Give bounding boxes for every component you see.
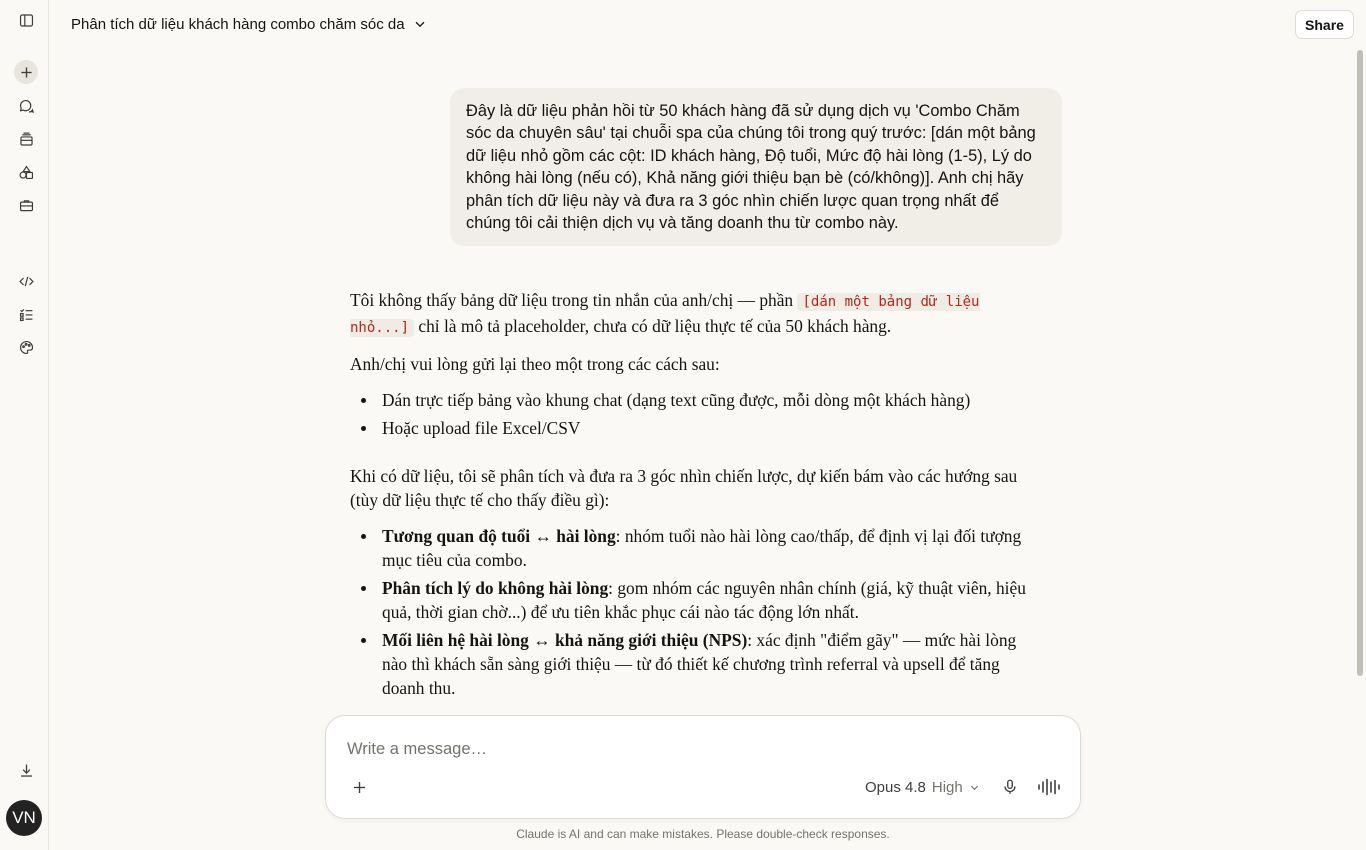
model-selector[interactable] bbox=[865, 776, 980, 798]
microphone-icon bbox=[1001, 778, 1019, 796]
assistant-paragraph bbox=[350, 288, 1030, 340]
list-item bbox=[350, 524, 1030, 572]
download-icon bbox=[18, 762, 35, 779]
briefcase-icon bbox=[18, 197, 35, 214]
code-button[interactable] bbox=[12, 267, 40, 295]
disclaimer: Claude is AI and can make mistakes. Please double-check responses. bbox=[516, 827, 890, 841]
strategies-list bbox=[350, 524, 1030, 700]
new-chat-button[interactable] bbox=[14, 60, 38, 84]
share-button[interactable]: Share bbox=[1295, 10, 1354, 39]
chats-button[interactable] bbox=[12, 92, 40, 120]
text: chỉ là mô tả placeholder, chưa có dữ liệu thực tế của 50 khách hàng. bbox=[414, 316, 892, 336]
sidebar-toggle-button[interactable] bbox=[12, 6, 40, 34]
list-item bbox=[350, 576, 1030, 624]
artifacts-button[interactable] bbox=[12, 158, 40, 186]
strategy-title: Mối liên hệ hài lòng ↔ khả năng giới thiệu (NPS) bbox=[382, 630, 748, 650]
scrollbar-thumb[interactable] bbox=[1357, 50, 1363, 676]
text: Tôi không thấy bảng dữ liệu trong tin nhắn của anh/chị — phần bbox=[350, 290, 798, 310]
projects-button[interactable] bbox=[12, 125, 40, 153]
microphone-button[interactable] bbox=[999, 776, 1021, 798]
tasks-button[interactable] bbox=[12, 300, 40, 328]
chats-icon bbox=[18, 98, 35, 115]
list-item: Hoặc upload file Excel/CSV bbox=[350, 416, 1030, 440]
attach-button[interactable] bbox=[348, 776, 370, 798]
composer bbox=[325, 715, 1081, 819]
briefcase-button[interactable] bbox=[12, 191, 40, 219]
strategy-text: : xác định "điểm gãy" — mức hài lòng nào thì khách sẵn sàng giới thiệu — từ đó thiết kế chương trình referral và upsell để tăng doanh thu. bbox=[382, 630, 1017, 698]
chat-title-button[interactable] bbox=[71, 14, 427, 34]
sidebar bbox=[0, 0, 49, 850]
projects-icon bbox=[18, 131, 35, 148]
code-icon bbox=[18, 273, 35, 290]
strategy-title: Phân tích lý do không hài lòng bbox=[382, 578, 609, 598]
list-item bbox=[350, 628, 1030, 700]
palette-button[interactable] bbox=[12, 333, 40, 361]
assistant-message bbox=[350, 288, 1030, 712]
list-item: Dán trực tiếp bảng vào khung chat (dạng text cũng được, mỗi dòng một khách hàng) bbox=[350, 388, 1030, 412]
voice-mode-button[interactable] bbox=[1036, 776, 1062, 798]
chevron-down-icon bbox=[413, 17, 427, 31]
download-button[interactable] bbox=[12, 756, 40, 784]
strategy-title: Tương quan độ tuổi ↔ hài lòng bbox=[382, 526, 616, 546]
assistant-paragraph: Khi có dữ liệu, tôi sẽ phân tích và đưa ra 3 góc nhìn chiến lược, dự kiến bám vào các hướng sau (tùy dữ liệu thực tế cho thấy điều gì): bbox=[350, 466, 1018, 510]
user-message: Đây là dữ liệu phản hồi từ 50 khách hàng đã sử dụng dịch vụ 'Combo Chăm sóc da chuyên sâu' tại chuỗi spa của chúng tôi trong quý trước: [dán một bảng dữ liệu nhỏ gồm các cột: ID khách hàng, Độ tuổi, Mức độ hài lòng (1-5), Lý do không hài lòng (nếu có), Khả năng giới thiệu bạn bè (có/không)]. Anh chị hãy phân tích dữ liệu này và đưa ra 3 góc nhìn chiến lược quan trọng nhất để chúng tôi cải thiện dịch vụ và tăng doanh thu từ combo này. bbox=[450, 88, 1062, 246]
plus-icon bbox=[18, 64, 35, 81]
inline-code: [dán một bảng dữ liệu nhỏ...] bbox=[350, 294, 980, 336]
assistant-paragraph: Anh/chị vui lòng gửi lại theo một trong các cách sau: bbox=[350, 354, 720, 374]
sidebar-toggle-icon bbox=[18, 12, 35, 29]
model-name: Opus 4.8 bbox=[865, 778, 926, 796]
waveform-icon bbox=[1037, 778, 1061, 796]
chevron-down-icon bbox=[969, 782, 980, 793]
artifacts-icon bbox=[18, 164, 35, 181]
options-list bbox=[350, 388, 1030, 440]
plus-icon bbox=[351, 779, 368, 796]
page-title: Phân tích dữ liệu khách hàng combo chăm sóc da bbox=[71, 15, 405, 33]
strategy-text: : nhóm tuổi nào hài lòng cao/thấp, để định vị lại đối tượng mục tiêu của combo. bbox=[382, 526, 1022, 570]
avatar[interactable]: VN bbox=[6, 800, 42, 836]
effort-level: High bbox=[931, 778, 963, 796]
strategy-text: : gom nhóm các nguyên nhân chính (giá, kỹ thuật viên, hiệu quả, thời gian chờ...) để ưu tiên khắc phục cái nào tác động lớn nhất. bbox=[382, 578, 1026, 622]
message-input[interactable] bbox=[347, 736, 1047, 762]
tasks-icon bbox=[18, 306, 35, 323]
palette-icon bbox=[18, 339, 35, 356]
